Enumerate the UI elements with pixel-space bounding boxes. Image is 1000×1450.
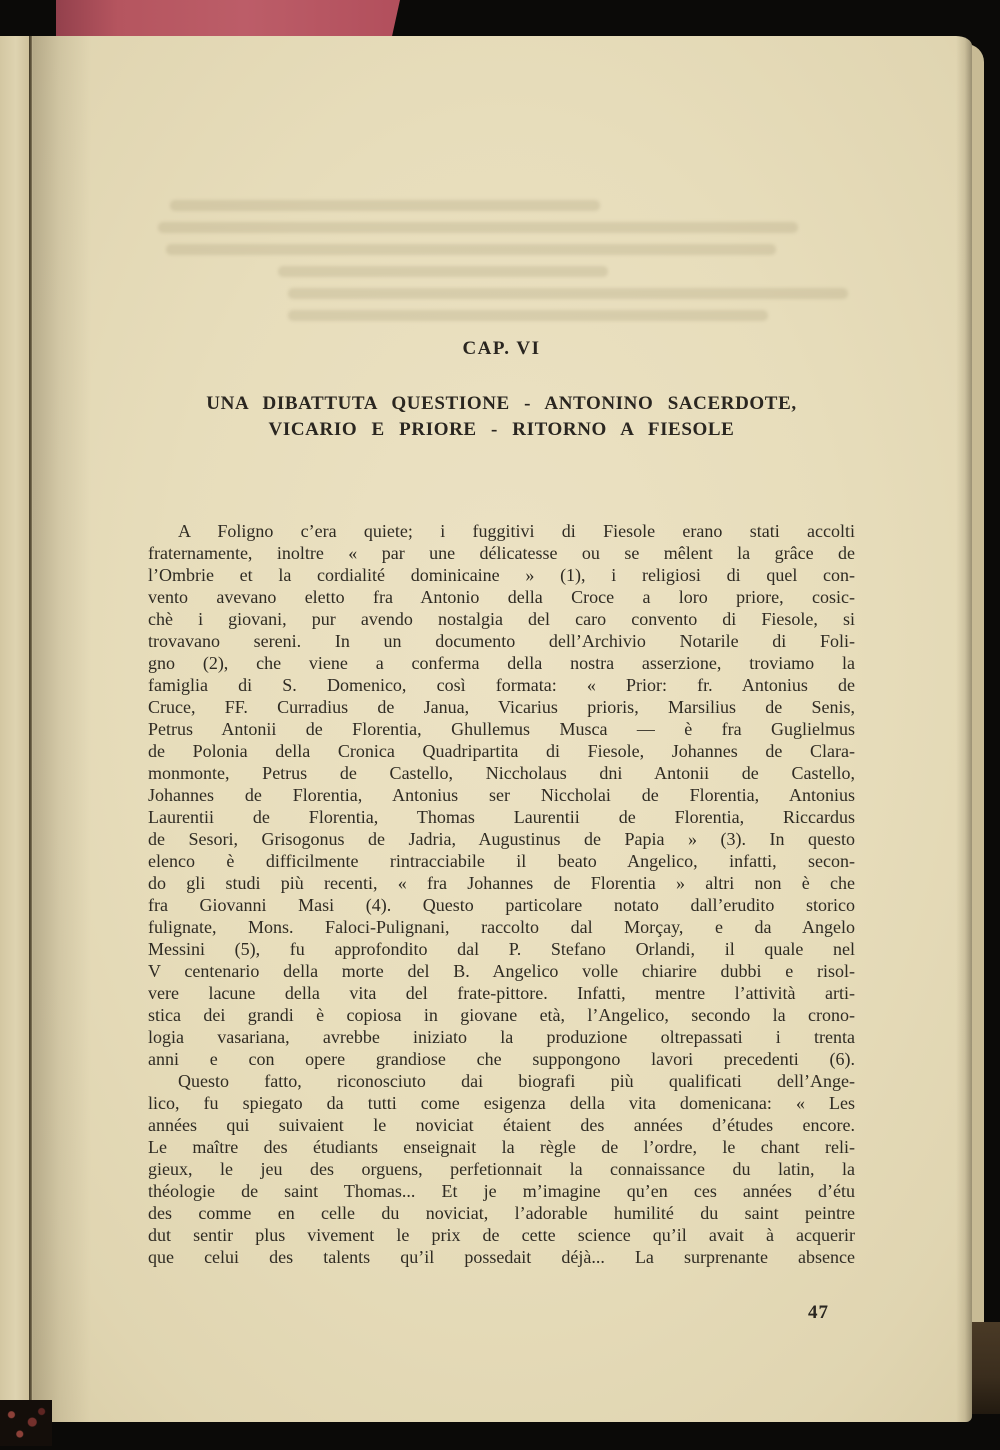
page-number: 47	[808, 1302, 829, 1323]
text-line: do gli studi più recenti, « fra Johannes de Florentia » altri non è che	[148, 873, 855, 893]
text-line: années qui suivaient le noviciat étaient des années d’études encore.	[148, 1115, 855, 1135]
marbled-spine-speck	[0, 1400, 52, 1446]
text-line: vento avevano eletto fra Antonio della Croce a loro priore, cosic-	[148, 587, 855, 607]
text-line: V centenario della morte del B. Angelico volle chiarire dubbi e risol-	[148, 961, 855, 981]
body-text	[148, 520, 855, 1268]
text-line: gieux, le jeu des orguens, perfetionnait la connaissance du latin, la	[148, 1159, 855, 1179]
text-line: fraternamente, inoltre « par une délicatesse ou se mêlent la grâce de	[148, 543, 855, 563]
text-line: Cruce, FF. Curradius de Janua, Vicarius prioris, Marsilius de Senis,	[148, 697, 855, 717]
book-cover-strip	[56, 0, 400, 39]
text-line: dut sentir plus vivement le prix de cette science qu’il avait à acquerir	[148, 1225, 855, 1245]
text-line: logia vasariana, avrebbe iniziato la produzione oltrepassati i trenta	[148, 1027, 855, 1047]
text-line: des comme en celle du noviciat, l’adorable humilité du saint peintre	[148, 1203, 855, 1223]
text-line: Le maître des étudiants enseignait la règle de l’ordre, le chant reli-	[148, 1137, 855, 1157]
adjacent-page-sliver	[0, 36, 29, 1422]
text-line: théologie de saint Thomas... Et je m’imagine qu’en ces années d’étu	[148, 1181, 855, 1201]
text-line: Questo fatto, riconosciuto dai biografi più qualificati dell’Ange-	[178, 1071, 855, 1091]
chapter-title	[148, 391, 855, 443]
text-line: lico, fu spiegato da tutti come esigenza della vita domenicana: « Les	[148, 1093, 855, 1113]
text-line: de Sesori, Grisogonus de Jadria, Augustinus de Papia » (3). In questo	[148, 829, 855, 849]
text-line: l’Ombrie et la cordialité dominicaine » (1), i religiosi di quel con-	[148, 565, 855, 585]
text-line: vere lacune della vita del frate-pittore. Infatti, mentre l’attività arti-	[148, 983, 855, 1003]
gutter-shadow	[33, 36, 91, 1422]
chapter-title-line1: UNA DIBATTUTA QUESTIONE - ANTONINO SACERDOTE,	[206, 393, 797, 414]
text-line: Messini (5), fu approfondito dal P. Stefano Orlandi, il quale nel	[148, 939, 855, 959]
chapter-title-line2: VICARIO E PRIORE - RITORNO A FIESOLE	[268, 419, 735, 440]
text-line: famiglia di S. Domenico, così formata: « Prior: fr. Antonius de	[148, 675, 855, 695]
text-line: Petrus Antonii de Florentia, Ghullemus Musca — è fra Guglielmus	[148, 719, 855, 739]
text-line: monmonte, Petrus de Castello, Niccholaus dni Antonii de Castello,	[148, 763, 855, 783]
chapter-heading: CAP. VI	[462, 338, 541, 359]
book-page	[0, 36, 972, 1422]
text-line: A Foligno c’era quiete; i fuggitivi di Fiesole erano stati accolti	[178, 521, 855, 541]
text-line: stica dei grandi è copiosa in giovane età, l’Angelico, secondo la crono-	[148, 1005, 855, 1025]
text-line: anni e con opere grandiose che suppongono lavori precedenti (6).	[148, 1049, 855, 1069]
text-line: fra Giovanni Masi (4). Questo particolare notato dall’erudito storico	[148, 895, 855, 915]
printed-content	[148, 36, 855, 1422]
text-line: de Polonia della Cronica Quadripartita di Fiesole, Johannes de Clara-	[148, 741, 855, 761]
text-line: elenco è difficilmente rintracciabile il beato Angelico, infatti, secon-	[148, 851, 855, 871]
text-line: Johannes de Florentia, Antonius ser Niccholai de Florentia, Antonius	[148, 785, 855, 805]
text-line: trovavano sereni. In un documento dell’Archivio Notarile di Foli-	[148, 631, 855, 651]
text-line: fulignate, Mons. Faloci-Pulignani, raccolto dal Morçay, e da Angelo	[148, 917, 855, 937]
text-line: Laurentii de Florentia, Thomas Laurentii de Florentia, Riccardus	[148, 807, 855, 827]
text-line: que celui des talents qu’il possedait déjà... La surprenante absence	[148, 1247, 855, 1267]
text-line: chè i giovani, pur avendo nostalgia del caro convento di Fiesole, si	[148, 609, 855, 629]
text-line: gno (2), che viene a conferma della nostra asserzione, troviamo la	[148, 653, 855, 673]
